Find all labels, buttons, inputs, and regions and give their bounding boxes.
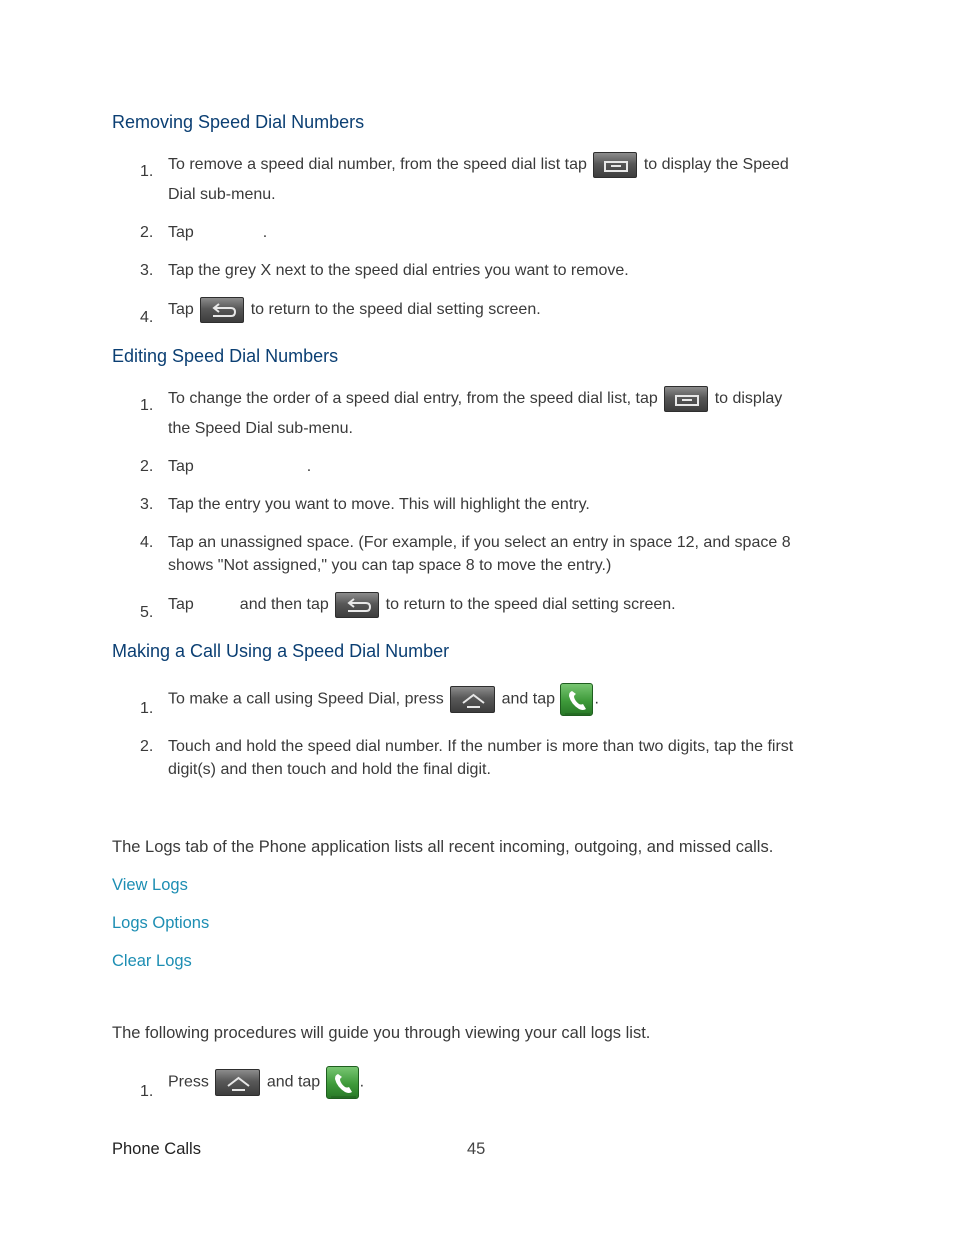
step-text bbox=[168, 592, 676, 618]
logs-intro-paragraph: The Logs tab of the Phone application lists all recent incoming, outgoing, and missed calls. bbox=[112, 838, 774, 856]
step-text bbox=[168, 297, 541, 323]
phone-app-icon bbox=[560, 683, 593, 716]
section-heading-editing: Editing Speed Dial Numbers bbox=[112, 346, 339, 366]
step-text-part: and then tap bbox=[239, 596, 329, 614]
section-heading-removing: Removing Speed Dial Numbers bbox=[112, 112, 365, 132]
step-text-continued: shows "Not assigned," you can tap space 8 to move the entry.) bbox=[168, 557, 612, 574]
menu-key-icon bbox=[664, 386, 708, 412]
section-heading-making: Making a Call Using a Speed Dial Number bbox=[112, 641, 450, 661]
menu-key-icon bbox=[593, 152, 637, 178]
step-text-part: To make a call using Speed Dial, press bbox=[168, 690, 444, 708]
step-text-part: . bbox=[359, 1073, 365, 1091]
step-text: Tap the entry you want to move. This will highlight the entry. bbox=[168, 496, 590, 513]
step-text-continued: Dial sub-menu. bbox=[168, 186, 276, 203]
link-clear-logs[interactable]: Clear Logs bbox=[112, 952, 192, 970]
step-text-part: and tap bbox=[266, 1073, 321, 1091]
step-number: 5. bbox=[140, 604, 154, 621]
step-number: 4. bbox=[140, 309, 154, 326]
step-text bbox=[168, 152, 789, 178]
step-number: 4. bbox=[140, 534, 154, 551]
home-key-icon bbox=[215, 1069, 260, 1096]
step-text-part: To change the order of a speed dial entry, from the speed dial list, tap bbox=[168, 390, 658, 408]
back-key-icon bbox=[335, 592, 379, 618]
step-text-part: to return to the speed dial setting screen. bbox=[385, 596, 676, 614]
step-text-part: . bbox=[594, 690, 599, 708]
step-text-part: Tap bbox=[168, 301, 194, 319]
phone-app-icon bbox=[326, 1066, 359, 1099]
step-number: 1. bbox=[140, 397, 154, 414]
step-number: 2. bbox=[140, 458, 154, 475]
step-text bbox=[168, 683, 599, 716]
link-view-logs[interactable]: View Logs bbox=[112, 876, 188, 894]
step-number: 3. bbox=[140, 262, 154, 279]
step-number: 1. bbox=[140, 163, 154, 180]
step-text bbox=[168, 455, 311, 478]
step-text bbox=[168, 221, 267, 244]
step-number: 3. bbox=[140, 496, 154, 513]
step-text bbox=[168, 386, 782, 412]
step-text-part: Tap bbox=[168, 596, 194, 614]
step-text-part: Tap bbox=[168, 224, 194, 241]
step-number: 1. bbox=[140, 700, 154, 717]
step-number: 1. bbox=[140, 1083, 154, 1100]
step-text-part: . bbox=[262, 224, 268, 241]
view-logs-intro-paragraph: The following procedures will guide you through viewing your call logs list. bbox=[112, 1024, 651, 1042]
step-number: 2. bbox=[140, 738, 154, 755]
footer-section-title: Phone Calls bbox=[112, 1140, 201, 1158]
step-text-part: To remove a speed dial number, from the speed dial list tap bbox=[168, 156, 587, 174]
step-text-part: to display bbox=[714, 390, 783, 408]
step-text-continued: the Speed Dial sub-menu. bbox=[168, 420, 353, 437]
step-text: Tap the grey X next to the speed dial entries you want to remove. bbox=[168, 262, 629, 279]
step-text bbox=[168, 1066, 364, 1099]
step-text-continued: digit(s) and then touch and hold the final digit. bbox=[168, 761, 491, 778]
link-logs-options[interactable]: Logs Options bbox=[112, 914, 210, 932]
step-text-part: and tap bbox=[501, 690, 555, 708]
footer-page-number: 45 bbox=[467, 1140, 486, 1158]
step-text-part: Tap bbox=[168, 458, 194, 475]
step-number: 2. bbox=[140, 224, 154, 241]
step-text-part: . bbox=[306, 458, 312, 475]
step-text: Tap an unassigned space. (For example, if you select an entry in space 12, and space 8 bbox=[168, 534, 791, 551]
step-text-part: Press bbox=[168, 1073, 209, 1091]
step-text-part: to return to the speed dial setting screen. bbox=[250, 301, 541, 319]
back-key-icon bbox=[200, 297, 244, 323]
step-text: Touch and hold the speed dial number. If the number is more than two digits, tap the first bbox=[168, 738, 794, 755]
step-text-part: to display the Speed bbox=[643, 156, 789, 174]
home-key-icon bbox=[450, 686, 495, 713]
